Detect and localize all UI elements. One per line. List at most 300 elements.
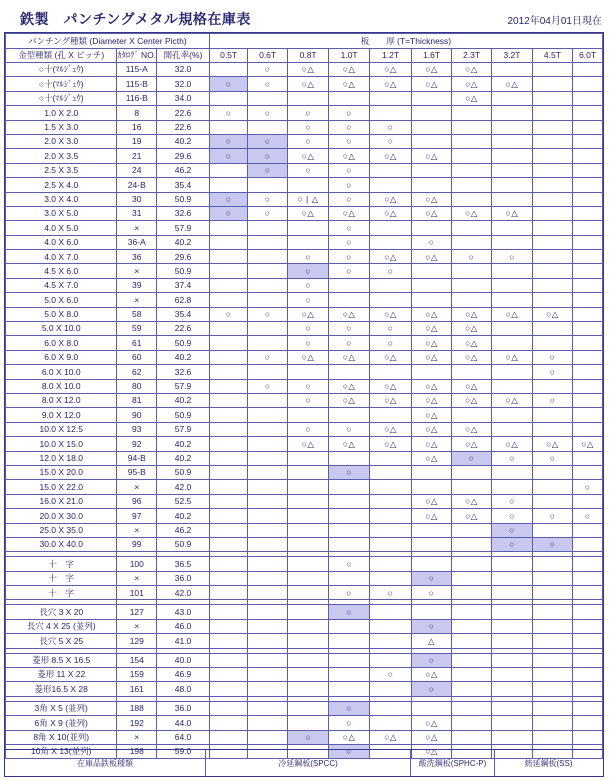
catalog-no-cell: 24 (117, 163, 157, 177)
stock-cell (209, 716, 248, 730)
catalog-no-cell: 31 (117, 206, 157, 220)
stock-cell: ○ (287, 163, 329, 177)
stock-cell (412, 605, 451, 619)
stock-cell (369, 701, 411, 715)
stock-cell (369, 365, 411, 379)
table-row (6, 451, 603, 465)
stock-cell (209, 278, 248, 292)
stock-cell (573, 523, 603, 537)
stock-cell (209, 537, 248, 551)
stock-cell (209, 437, 248, 451)
die-type-cell: 1.0 X 2.0 (6, 106, 117, 120)
stock-cell (209, 480, 248, 494)
stock-cell (573, 571, 603, 585)
stock-cell (532, 106, 572, 120)
table-row (6, 619, 603, 633)
stock-cell (492, 571, 532, 585)
stock-cell: ○△ (492, 437, 532, 451)
stock-cell (532, 422, 572, 436)
stock-cell (532, 701, 572, 715)
catalog-no-cell: 99 (117, 537, 157, 551)
open-rate-cell: 43.0 (157, 605, 210, 619)
stock-cell (451, 668, 491, 682)
stock-cell (248, 653, 287, 667)
stock-cell (248, 537, 287, 551)
stock-cell: ○ (287, 393, 329, 407)
stock-cell (492, 221, 532, 235)
die-type-cell: 15.0 X 20.0 (6, 465, 117, 479)
thickness-header: 4.5T (532, 49, 572, 63)
stock-cell (532, 77, 572, 91)
stock-cell (451, 586, 491, 600)
footer-pickled: 酸洗鋼板(SPHC-P) (411, 750, 495, 776)
open-rate-cell: 46.2 (157, 163, 210, 177)
stock-cell (532, 557, 572, 571)
stock-cell: ○ (209, 106, 248, 120)
catalog-no-cell: 94-B (117, 451, 157, 465)
stock-cell (573, 586, 603, 600)
stock-cell: ○△ (412, 437, 451, 451)
stock-cell (248, 701, 287, 715)
stock-cell: ○△ (573, 437, 603, 451)
stock-cell (209, 451, 248, 465)
die-type-cell: 15.0 X 22.0 (6, 480, 117, 494)
die-type-cell: 3.0 X 5.0 (6, 206, 117, 220)
stock-cell: ○△ (369, 307, 411, 321)
catalog-no-cell: 154 (117, 653, 157, 667)
stock-cell (287, 465, 329, 479)
stock-cell (532, 235, 572, 249)
stock-cell (248, 557, 287, 571)
stock-cell (329, 293, 369, 307)
table-row (6, 653, 603, 667)
stock-cell (369, 163, 411, 177)
die-type-cell: 4.0 X 6.0 (6, 235, 117, 249)
open-rate-cell: 50.9 (157, 537, 210, 551)
stock-cell: ○△ (412, 730, 451, 744)
stock-cell (573, 682, 603, 696)
stock-cell (532, 494, 572, 508)
stock-cell (248, 619, 287, 633)
stock-cell (369, 634, 411, 648)
table-row (6, 106, 603, 120)
stock-cell (451, 221, 491, 235)
stock-cell (492, 293, 532, 307)
stock-cell (451, 701, 491, 715)
table-row (6, 307, 603, 321)
stock-cell: ○ (329, 106, 369, 120)
stock-cell (492, 264, 532, 278)
stock-cell (209, 350, 248, 364)
table-row (6, 509, 603, 523)
stock-cell: ○△ (412, 379, 451, 393)
stock-cell (451, 619, 491, 633)
stock-cell (532, 408, 572, 422)
stock-cell: ○△ (287, 350, 329, 364)
open-rate-cell: 40.2 (157, 509, 210, 523)
catalog-no-cell: × (117, 523, 157, 537)
stock-cell (329, 537, 369, 551)
stock-cell (209, 221, 248, 235)
stock-cell: ○△ (492, 350, 532, 364)
thickness-header: 1.2T (369, 49, 411, 63)
stock-cell (573, 465, 603, 479)
stock-cell (369, 451, 411, 465)
stock-cell: ○ (451, 451, 491, 465)
stock-cell (451, 480, 491, 494)
stock-cell: ○ (287, 730, 329, 744)
stock-cell (369, 619, 411, 633)
stock-cell (532, 206, 572, 220)
open-rate-cell: 35.4 (157, 307, 210, 321)
stock-cell (248, 605, 287, 619)
open-rate-cell: 40.2 (157, 393, 210, 407)
stock-cell: ○ (248, 206, 287, 220)
die-type-cell: 6.0 X 8.0 (6, 336, 117, 350)
table-row (6, 250, 603, 264)
table-row (6, 163, 603, 177)
stock-cell (492, 605, 532, 619)
stock-cell (248, 465, 287, 479)
stock-cell (451, 465, 491, 479)
stock-cell: ○△ (412, 422, 451, 436)
die-type-cell: 5.0 X 8.0 (6, 307, 117, 321)
stock-cell: ○ (412, 619, 451, 633)
stock-cell (248, 293, 287, 307)
stock-cell (532, 178, 572, 192)
stock-cell (248, 730, 287, 744)
stock-cell (412, 106, 451, 120)
open-rate-cell: 40.2 (157, 134, 210, 148)
stock-cell (573, 494, 603, 508)
die-type-cell: 2.0 X 3.5 (6, 149, 117, 163)
stock-cell (451, 293, 491, 307)
stock-cell (451, 634, 491, 648)
catalog-no-cell: 80 (117, 379, 157, 393)
catalog-no-cell: 30 (117, 192, 157, 206)
open-rate-cell: 22.6 (157, 322, 210, 336)
stock-cell (492, 149, 532, 163)
stock-cell (492, 653, 532, 667)
stock-cell (287, 682, 329, 696)
stock-cell (532, 716, 572, 730)
table-row (6, 730, 603, 744)
catalog-no-cell: 115-A (117, 63, 157, 77)
stock-cell: ○△ (451, 437, 491, 451)
table-row (6, 178, 603, 192)
catalog-no-cell: 61 (117, 336, 157, 350)
table-row (6, 336, 603, 350)
stock-cell (287, 701, 329, 715)
catalog-no-cell: 62 (117, 365, 157, 379)
stock-cell (248, 437, 287, 451)
stock-cell (532, 149, 572, 163)
die-type-cell: 十 字 (6, 586, 117, 600)
stock-cell (451, 235, 491, 249)
stock-cell (287, 365, 329, 379)
stock-cell: ○△ (451, 322, 491, 336)
stock-cell (209, 523, 248, 537)
stock-cell: ○△ (412, 393, 451, 407)
stock-cell: ○△ (329, 63, 369, 77)
stock-cell: ○△ (532, 437, 572, 451)
stock-cell (573, 120, 603, 134)
stock-cell (451, 149, 491, 163)
open-rate-cell: 36.0 (157, 571, 210, 585)
stock-cell (209, 557, 248, 571)
stock-cell (451, 106, 491, 120)
catalog-no-cell: 95-B (117, 465, 157, 479)
stock-cell: ○ (412, 586, 451, 600)
stock-cell (287, 557, 329, 571)
table-row (6, 134, 603, 148)
stock-cell: ○△ (329, 437, 369, 451)
die-type-cell: 5.0 X 10.0 (6, 322, 117, 336)
stock-cell: ○△ (412, 206, 451, 220)
stock-cell: ○△ (287, 77, 329, 91)
table-row (6, 322, 603, 336)
table-row (6, 192, 603, 206)
stock-cell: ○△ (451, 206, 491, 220)
stock-cell (573, 192, 603, 206)
table-row (6, 557, 603, 571)
stock-cell (412, 91, 451, 105)
stock-cell: ○△ (369, 350, 411, 364)
stock-cell (532, 336, 572, 350)
stock-cell (573, 63, 603, 77)
stock-cell: ○ (369, 120, 411, 134)
stock-cell (209, 63, 248, 77)
stock-cell (492, 336, 532, 350)
stock-cell (573, 293, 603, 307)
stock-cell (287, 480, 329, 494)
stock-cell: ○ (287, 422, 329, 436)
stock-cell (209, 293, 248, 307)
stock-cell (492, 379, 532, 393)
stock-cell (532, 730, 572, 744)
stock-cell (287, 221, 329, 235)
stock-cell: ○ (369, 264, 411, 278)
open-rate-cell: 40.2 (157, 350, 210, 364)
stock-cell (573, 716, 603, 730)
open-rate-cell: 29.6 (157, 149, 210, 163)
stock-cell: ○ (209, 77, 248, 91)
stock-cell: ○△ (412, 744, 451, 758)
die-type-cell: 3.0 X 4.0 (6, 192, 117, 206)
stock-cell: ○△ (412, 509, 451, 523)
stock-cell (287, 523, 329, 537)
table-row (6, 494, 603, 508)
die-type-cell: 25.0 X 35.0 (6, 523, 117, 537)
col-header-rate: 開孔率(%) (157, 49, 210, 63)
stock-cell (248, 322, 287, 336)
stock-cell (209, 494, 248, 508)
table-row (6, 422, 603, 436)
stock-cell (209, 250, 248, 264)
stock-cell (248, 393, 287, 407)
stock-cell: ○ (412, 653, 451, 667)
open-rate-cell: 57.9 (157, 422, 210, 436)
stock-cell: ○ | △ (287, 192, 329, 206)
stock-cell (451, 557, 491, 571)
stock-cell (492, 120, 532, 134)
stock-cell: ○△ (412, 250, 451, 264)
stock-cell: ○△ (492, 393, 532, 407)
stock-cell (329, 682, 369, 696)
stock-cell (532, 465, 572, 479)
stock-cell (209, 701, 248, 715)
stock-cell: ○ (209, 134, 248, 148)
stock-cell: ○ (492, 494, 532, 508)
stock-cell (248, 586, 287, 600)
table-row (6, 523, 603, 537)
open-rate-cell: 46.9 (157, 668, 210, 682)
stock-cell: ○△ (287, 63, 329, 77)
stock-cell (287, 537, 329, 551)
table-row (6, 480, 603, 494)
die-type-cell: 10角 X 13(並列) (6, 744, 117, 758)
table-row (6, 668, 603, 682)
stock-cell (532, 264, 572, 278)
stock-cell: ○ (369, 322, 411, 336)
stock-cell (329, 523, 369, 537)
stock-cell (492, 668, 532, 682)
stock-cell (451, 682, 491, 696)
stock-cell (248, 278, 287, 292)
stock-cell (248, 451, 287, 465)
stock-cell: ○ (329, 120, 369, 134)
open-rate-cell: 46.0 (157, 619, 210, 633)
stock-cell: ○△ (329, 77, 369, 91)
stock-cell: ○△ (287, 437, 329, 451)
page-title: 鉄製 パンチングメタル規格在庫表 (20, 11, 251, 27)
table-row (6, 350, 603, 364)
stock-cell (532, 668, 572, 682)
stock-cell: ○△ (369, 192, 411, 206)
table-row (6, 235, 603, 249)
stock-cell: ○△ (412, 451, 451, 465)
stock-cell (248, 365, 287, 379)
stock-cell (287, 571, 329, 585)
stock-cell (573, 408, 603, 422)
stock-cell: ○△ (492, 77, 532, 91)
stock-cell: ○△ (492, 307, 532, 321)
catalog-no-cell: 127 (117, 605, 157, 619)
stock-cell: ○△ (412, 322, 451, 336)
thickness-header: 6.0T (573, 49, 603, 63)
stock-cell: ○ (329, 250, 369, 264)
catalog-no-cell: 36 (117, 250, 157, 264)
stock-cell: ○ (329, 744, 369, 758)
stock-cell: ○ (248, 106, 287, 120)
die-type-cell: 十 字 (6, 557, 117, 571)
table-row (6, 408, 603, 422)
stock-cell (451, 163, 491, 177)
stock-cell (573, 322, 603, 336)
stock-cell: ○△ (369, 77, 411, 91)
open-rate-cell: 44.0 (157, 716, 210, 730)
table-row (6, 365, 603, 379)
stock-cell: ○△ (451, 509, 491, 523)
stock-cell (532, 571, 572, 585)
stock-cell: ○△ (412, 408, 451, 422)
stock-cell (248, 668, 287, 682)
stock-cell: ○△ (412, 350, 451, 364)
stock-cell (369, 537, 411, 551)
stock-cell (369, 716, 411, 730)
catalog-no-cell: 97 (117, 509, 157, 523)
footer-label: 在庫品鉄板種類 (5, 750, 206, 776)
stock-cell (492, 701, 532, 715)
catalog-no-cell: × (117, 619, 157, 633)
stock-cell: ○ (329, 322, 369, 336)
open-rate-cell: 36.5 (157, 557, 210, 571)
stock-cell (369, 465, 411, 479)
stock-cell (492, 634, 532, 648)
die-type-cell: 1.5 X 3.0 (6, 120, 117, 134)
stock-cell: ○△ (451, 379, 491, 393)
stock-cell (329, 571, 369, 585)
stock-cell (287, 235, 329, 249)
stock-cell: ○△ (412, 668, 451, 682)
stock-cell: ○ (248, 192, 287, 206)
stock-cell: ○△ (412, 494, 451, 508)
stock-cell: ○ (369, 336, 411, 350)
table-row (6, 571, 603, 585)
stock-cell (369, 605, 411, 619)
stock-cell (573, 730, 603, 744)
stock-cell (573, 235, 603, 249)
table-row (6, 701, 603, 715)
stock-cell: ○ (532, 365, 572, 379)
stock-cell: ○ (573, 509, 603, 523)
thickness-header: 0.5T (209, 49, 248, 63)
stock-cell (287, 668, 329, 682)
catalog-no-cell: 116-B (117, 91, 157, 105)
die-type-cell: 4.5 X 6.0 (6, 264, 117, 278)
stock-cell (209, 619, 248, 633)
open-rate-cell: 32.0 (157, 63, 210, 77)
stock-cell: ○ (329, 422, 369, 436)
die-type-cell: 長穴 4 X 25 (並列) (6, 619, 117, 633)
stock-cell: ○△ (329, 206, 369, 220)
die-type-cell: 16.0 X 21.0 (6, 494, 117, 508)
stock-cell (451, 178, 491, 192)
table-row (6, 605, 603, 619)
thickness-header: 2.3T (451, 49, 491, 63)
stock-cell (412, 557, 451, 571)
stock-cell (369, 293, 411, 307)
stock-cell (248, 682, 287, 696)
stock-cell: ○△ (412, 192, 451, 206)
stock-cell (369, 557, 411, 571)
stock-cell (532, 63, 572, 77)
stock-cell: ○△ (451, 350, 491, 364)
stock-cell (287, 494, 329, 508)
table-row (6, 264, 603, 278)
stock-cell (573, 557, 603, 571)
as-of-date: 2012年04月01日現在 (507, 16, 602, 27)
catalog-no-cell: 96 (117, 494, 157, 508)
stock-cell (573, 91, 603, 105)
stock-cell: △ (412, 634, 451, 648)
stock-cell (451, 571, 491, 585)
stock-cell: ○ (329, 605, 369, 619)
open-rate-cell: 22.6 (157, 120, 210, 134)
stock-cell: ○ (248, 379, 287, 393)
stock-cell: ○△ (369, 149, 411, 163)
stock-cell: ○ (329, 178, 369, 192)
